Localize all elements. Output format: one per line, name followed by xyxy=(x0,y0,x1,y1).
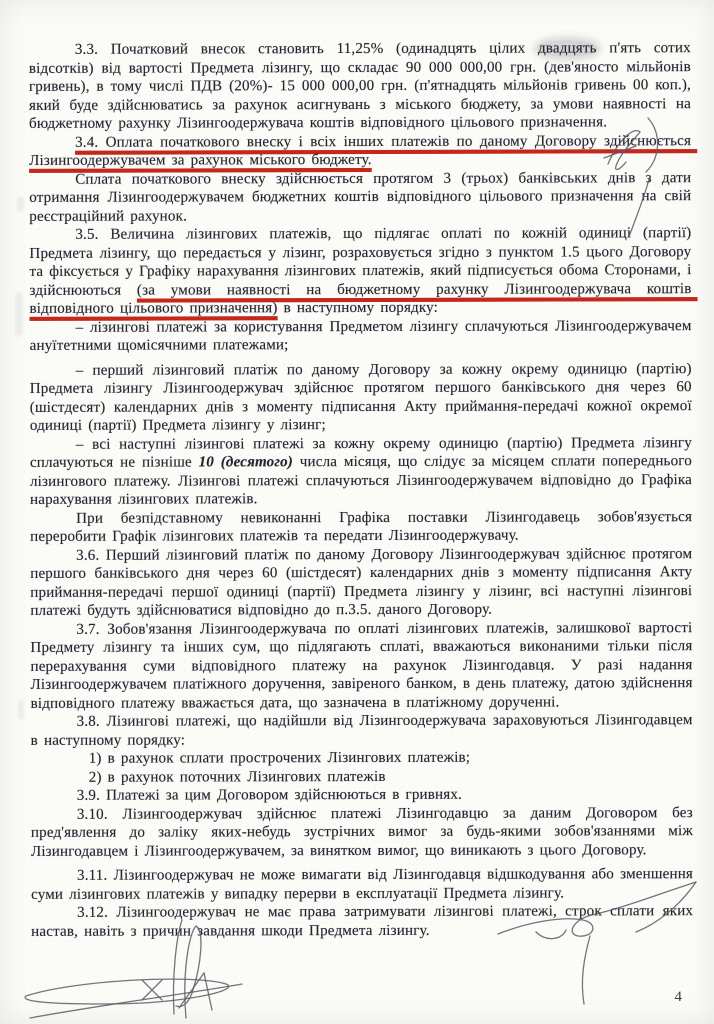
paragraph-clause-3-5: 3.5. Величина лізингових платежів, що підлягає оплаті по кожній одиниці (партії) Предмета лізингу, що передається у лізинг, розраховується згідно з пунктом 1.5 цього Договору та фіксується у Графіку нарахування лізингових платежів, який підписується обома Сторонами, і здійснюються (за умови наявності на бюджетному рахунку Лізингоодержувача коштів відповідного цільового призначення) в наступному порядку: xyxy=(29,225,698,317)
paragraph-clause-3-9: 3.9. Платежі за цим Договором здійснюються в гривнях. xyxy=(76,786,462,804)
paragraph-clause-3-3: 3.3. Початковий внесок становить 11,25% (одинадцять цілих двадцять п'ять сотих відсотків) від вартості Предмета лізингу, що складає 90 000 000,00 грн. (дев'яносто мільйонів гривень), в тому числі ПДВ (20%)- 15 000 000,00 грн. (п'ятнадцять мільйонів гривень 00 коп.), який буде здійснюватись за рахунок асигнувань з міського бюджету, за умови наявності на бюджетному рахунку Лізингоодержувача коштів відповідного цільового призначення. xyxy=(28,40,698,132)
paragraph-clause-3-10: 3.10. Лізингоодержувач здійснює платежі Лізингодавцю за даним Договором без пред'явлення до заліку яких-небудь зустрічних вимог за будь-якими зобов'язаннями між Лізингодавцем і Лізингоодержувачем, за винятком вимог, що виникають з цього Договору. xyxy=(30,804,699,860)
paragraph-clause-3-4: 3.4. Оплата початкового внеску і всіх інших платежів по даному Договору здійснюється Лізингоодержувачем за рахунок міського бюджету. xyxy=(29,132,698,169)
paragraph-clause-delivery-schedule: При безпідставному невиконанні Графіка поставки Лізингодавець зобов'язується переробити Графік лізингових платежів та передати Лізингоодержувачу. xyxy=(30,508,699,545)
paragraph-bullet-leasing-payments: – лізингові платежі за користування Предметом лізингу сплачуються Лізингоодержувачем ануїтетними щомісячними платежами; xyxy=(29,317,698,354)
scan-smudge xyxy=(15,292,23,336)
document-body xyxy=(28,39,700,941)
paragraph-list-item-2: 2) в рахунок поточних Лізингових платежів xyxy=(88,768,386,786)
paragraph-clause-3-4-initial-payment: Сплата початкового внеску здійснюється протягом 3 (трьох) банківських днів з дати отримання Лізингоодержувачем бюджетних коштів відповідного цільового призначення на свій реєстраційний рахунок. xyxy=(29,169,698,225)
paragraph-bullet-subsequent-payments: – всі наступні лізингові платежі за кожну окрему одиницю (партію) Предмета лізингу сплачуються не пізніше 10 (десятого) числа місяця, що слідує за місяцем сплати попереднього лізингового платежу. Лізингові платежі сплачуються Лізингоодержувачем відповідно до Графіка нарахування лізингових платежів. xyxy=(29,434,699,508)
paragraph-clause-3-6: 3.6. Перший лізинговий платіж по даному Договору Лізингоодержувач здійснює протягом першого банківського дня через 60 (шістдесят) календарних днів з моменту підписання Акту приймання-передачі першої одиниці (партії) Предмета лізингу у лізинг, всі наступні лізингові платежі будуть здійснюватися відповідно до п.3.5. даного Договору. xyxy=(30,545,699,619)
paragraph-list-item-1: 1) в рахунок сплати прострочених Лізингових платежів; xyxy=(88,749,471,767)
page-number: 4 xyxy=(674,989,682,1005)
scan-smudge xyxy=(17,196,24,212)
paragraph-clause-3-11: 3.11. Лізингоодержувач не може вимагати від Лізингодавця відшкодування або зменшення суми лізингових платежів у випадку перерви в експлуатації Предмета лізингу. xyxy=(31,866,700,903)
paragraph-clause-3-7: 3.7. Зобов'язання Лізингоодержувача по оплаті лізингових платежів, залишкової вартості Предмету лізингу та інших сум, що підлягають сплаті, вважаються виконаними тільки після перерахування суми відповідного платежу на рахунок Лізингодавця. У разі надання Лізингоодержувачем платіжного доручення, завіреного банком, в день платежу, датою здійснення відповідного платежу вважається дата, що зазначена в платіжному дорученні. xyxy=(30,619,699,712)
scan-smudge xyxy=(18,700,24,720)
paragraph-clause-3-8: 3.8. Лізингові платежі, що надійшли від Лізингоодержувача зараховуються Лізингодавцем в наступному порядку: xyxy=(30,712,699,749)
paragraph-clause-3-12: 3.12. Лізингоодержувач не має права затримувати лізингові платежі, строк сплати яких настав, навіть з причин завдання шкоди Предмета лізингу. xyxy=(31,903,700,940)
paragraph-bullet-first-payment: – перший лізинговий платіж по даному Договору за кожну окрему одиницю (партію) Предмета лізингу Лізингоодержувач здійснює протягом першого банківського дня через 60 (шістдесят) календарних днів з моменту підписання Акту приймання-передачі кожної окремої одиниці (партії) Предмета лізингу у лізинг; xyxy=(29,360,698,434)
